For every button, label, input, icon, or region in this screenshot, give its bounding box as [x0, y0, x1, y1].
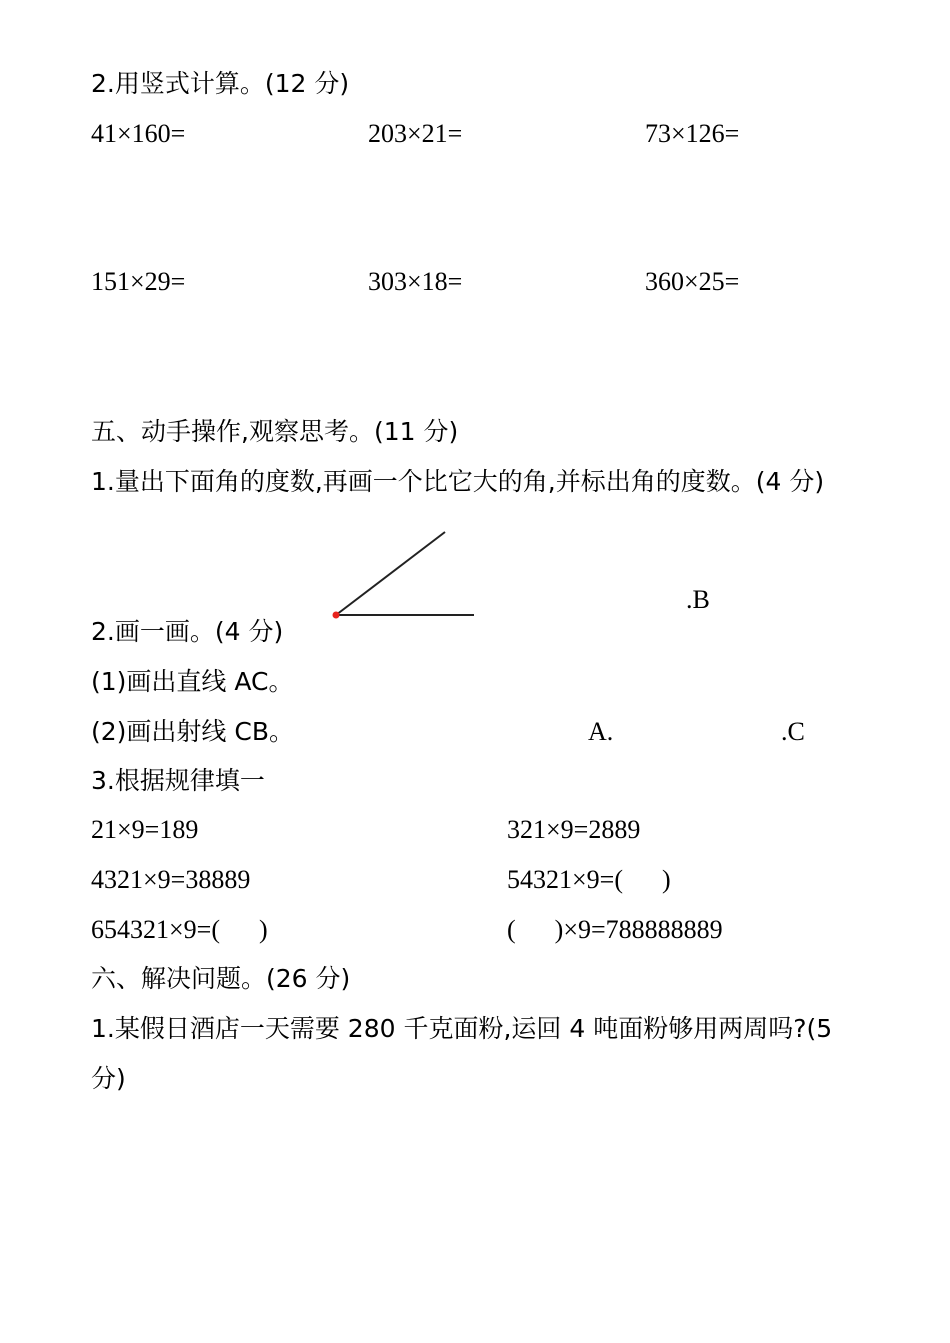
section6-q1-line2: 分)	[91, 1064, 126, 1093]
calc-problem-5: 303×18=	[368, 267, 463, 296]
point-b-label: .B	[686, 585, 710, 614]
pattern-item-1: 21×9=189	[91, 815, 199, 844]
section5-q1: 1.量出下面角的度数,再画一个比它大的角,并标出角的度数。(4 分)	[91, 467, 825, 496]
pattern-item-4: 54321×9=( )	[507, 865, 671, 894]
pattern-item-2: 321×9=2889	[507, 815, 641, 844]
section5-q2-part2: (2)画出射线 CB。	[91, 717, 294, 746]
pattern-item-3: 4321×9=38889	[91, 865, 251, 894]
calc-problem-6: 360×25=	[645, 267, 740, 296]
angle-vertex-dot	[333, 612, 340, 619]
section5-q3-title: 3.根据规律填一	[91, 766, 265, 795]
point-c-label: .C	[781, 717, 805, 746]
angle-ray-upper	[336, 532, 445, 615]
calc-problem-4: 151×29=	[91, 267, 186, 296]
calc-problem-1: 41×160=	[91, 119, 186, 148]
pattern-item-6: ( )×9=788888889	[507, 915, 723, 944]
section5-title: 五、动手操作,观察思考。(11 分)	[91, 417, 459, 446]
q2-vertical-calc-title: 2.用竖式计算。(12 分)	[91, 69, 350, 98]
calc-problem-2: 203×21=	[368, 119, 463, 148]
section5-q2-part1: (1)画出直线 AC。	[91, 667, 294, 696]
calc-problem-3: 73×126=	[645, 119, 740, 148]
section6-q1-line1: 1.某假日酒店一天需要 280 千克面粉,运回 4 吨面粉够用两周吗?(5	[91, 1014, 833, 1043]
pattern-item-5: 654321×9=( )	[91, 915, 268, 944]
section5-q2-title: 2.画一画。(4 分)	[91, 617, 284, 646]
section6-title: 六、解决问题。(26 分)	[91, 964, 351, 993]
point-a-label: A.	[588, 717, 614, 746]
